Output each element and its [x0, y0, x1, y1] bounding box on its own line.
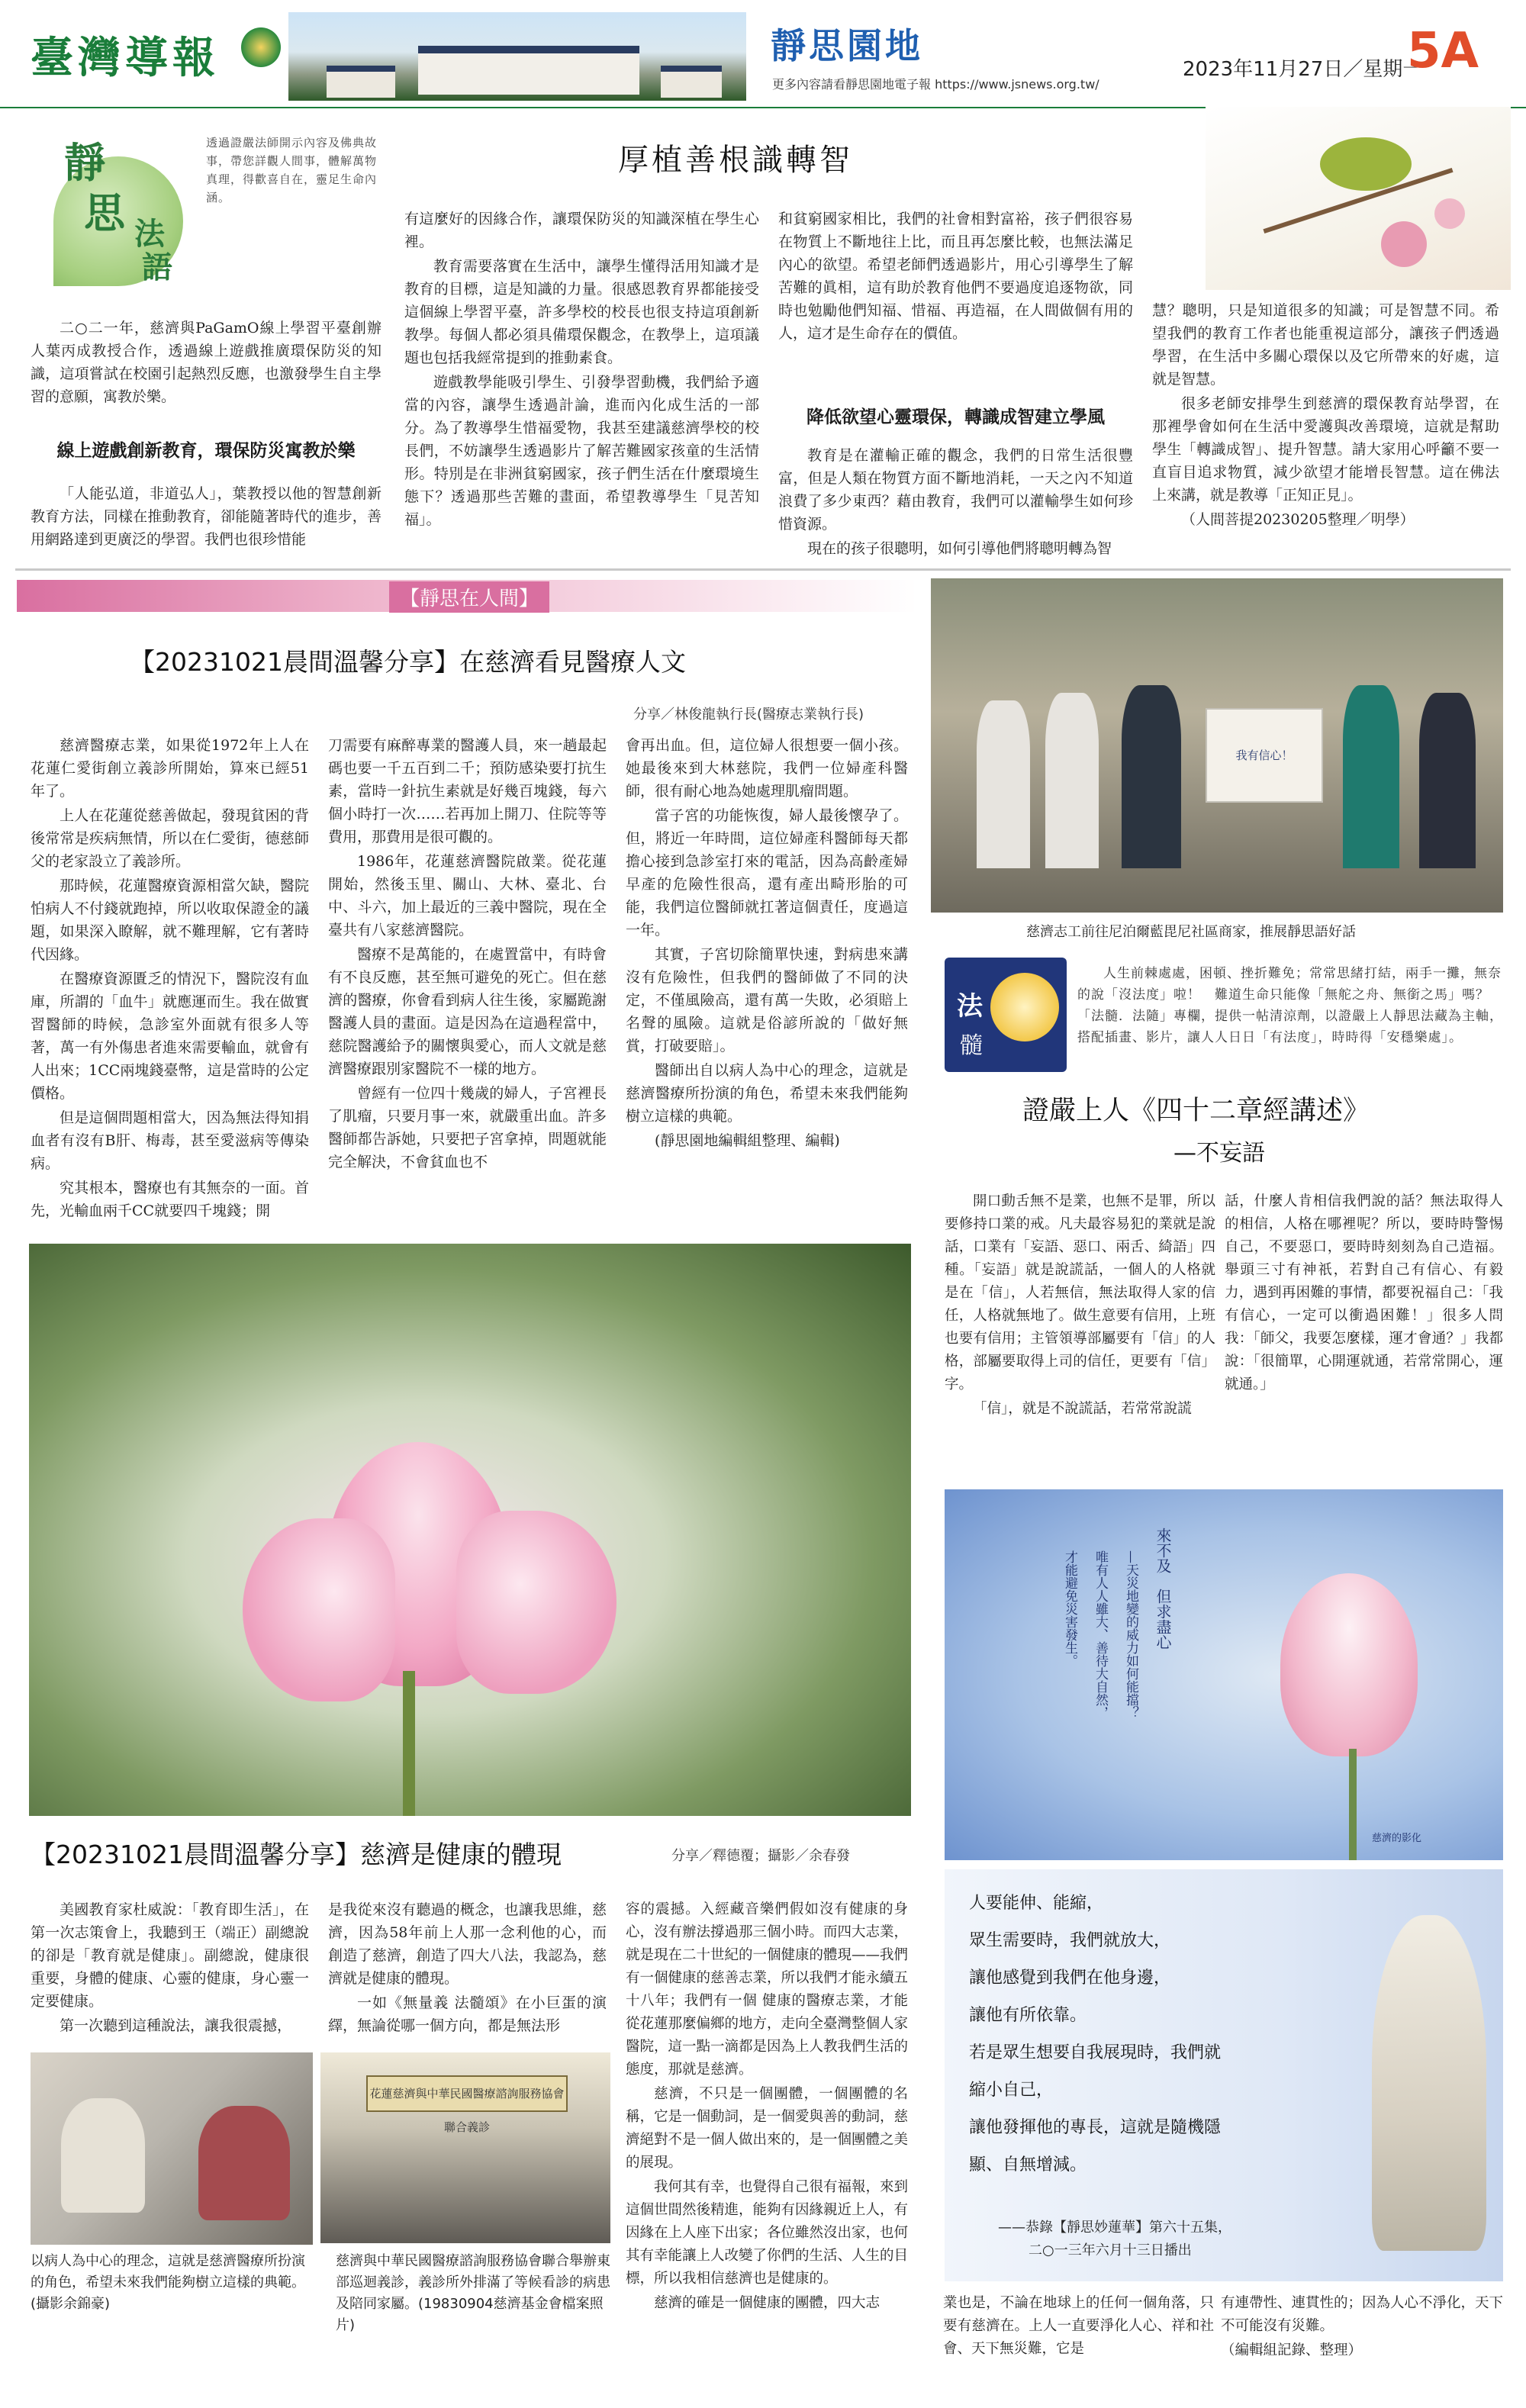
- article1-paragraph: 其實，子宮切除簡單快速，對病患來講沒有危險性，但我們的醫師做了不同的決定，不僅風險高，還有萬一失敗，必須賠上名聲的風險。這就是俗諺所說的「做好無賞，打破要賠」。: [626, 946, 908, 1054]
- fayu-intro: 透過證嚴法師開示內容及佛典故事，帶您詳觀人間事，體解萬物真理，得歡喜自在，靈足生命內涵。: [206, 136, 378, 204]
- quote-line: 縮小自己，: [969, 2081, 1054, 2100]
- article1-col-1: [31, 734, 309, 1224]
- quote-source-2: 二○一三年六月十三日播出: [1029, 2242, 1192, 2258]
- article2-paragraph: 我何其有幸，也覺得自己很有福報，來到這個世間然後精進，能夠有因緣親近上人，有因緣在上人座下出家；各位雖然沒出家，也何其有幸能讓上人改變了你們的生活、人生的目標，所以我相信慈濟也是健康的。: [626, 2179, 909, 2287]
- feature-title: 厚植善根識轉智: [618, 143, 853, 178]
- feature-col-1b: [31, 482, 382, 552]
- article1-paragraph: 慈濟醫療志業，如果從1972年上人在花蓮仁愛街創立義診所開始，算來已經51年了。: [31, 737, 309, 800]
- issue-date: 2023年11月27日／星期一: [1183, 58, 1423, 81]
- article2-col-3: [626, 1898, 908, 2316]
- feature-subhead-2: 降低欲望心靈環保，轉識成智建立學風: [806, 407, 1105, 427]
- quote-line: 顯、自無增減。: [969, 2155, 1087, 2175]
- article1-paragraph: 當子宮的功能恢復，婦人最後懷孕了。但，將近一年時間，這位婦產科醫師每天都擔心接到急診室打來的電話，因為高齡產婦早產的危險性很高，還有產出畸形胎的可能，我們這位醫師就扛著這個責任，度過這一年。: [626, 807, 908, 938]
- article2-paragraph: 慈濟的確是一個健康的團體，四大志: [654, 2295, 881, 2311]
- quote-line: 人要能伸、能縮，: [969, 1894, 1104, 1913]
- feature-paragraph: （人間菩提20230205整理／明學）: [1181, 511, 1415, 528]
- article1-paragraph: 醫療不是萬能的，在處置當中，有時會有不良反應，甚至無可避免的死亡。但在慈濟的醫療，你會看到病人往生後，家屬跪謝醫護人員的畫面。這是因為在這過程當中，慈院醫護給予的關懷與愛心，而人文就是慈濟醫療跟別家醫院不一樣的地方。: [328, 946, 607, 1077]
- fayu-char-2: 思: [84, 188, 125, 237]
- article2-col-5: [1221, 2292, 1503, 2364]
- article1-title: 【20231021晨間溫馨分享】在慈濟看見醫療人文: [130, 647, 686, 677]
- article1-paragraph: 但是這個問題相當大，因為無法得知捐血者有沒有B肝、梅毒，甚至愛滋病等傳染病。: [31, 1109, 309, 1172]
- feature-subhead-1: 線上遊戲創新教育，環保防災寓教於樂: [56, 441, 356, 461]
- article1-paragraph: 1986年，花蓮慈濟醫院啟業。從花蓮開始，然後玉里、關山、大林、臺北、台中、斗六，加上最近的三義中醫院，現在全臺共有八家慈濟醫院。: [328, 853, 607, 938]
- feature-paragraph: 很多老師安排學生到慈濟的環保教育站學習，在那裡學會如何在生活中愛護與改善環境，這就是幫助學生「轉識成智」、提升智慧。請大家用心呼籲不要一直盲目追求物質，減少欲望才能增長智慧。這在佛法上來講，就是教導「正知正見」。: [1152, 395, 1499, 504]
- buddha-statue-image: [1372, 1915, 1486, 2251]
- newspaper-logo: 臺灣導報: [31, 33, 220, 83]
- bird-on-branch-photo: [1206, 107, 1511, 290]
- feature-paragraph: 二○二一年，慈濟與PaGamO線上學習平臺創辦人葉丙成教授合作，透過線上遊戲推廣環保防災的知識，這項嘗試在校園引起熱烈反應，也激發學生自主學習的意願，寓教於樂。: [31, 320, 382, 405]
- article1-paragraph: (靜思園地編輯組整理、編輯): [655, 1132, 840, 1149]
- fayu-char-4: 語: [142, 249, 172, 285]
- sutra-col-2: [1225, 1190, 1503, 1398]
- article1-paragraph: 曾經有一位四十幾歲的婦人，子宮裡長了肌瘤，只要月事一來，就嚴重出血。許多醫師都告訴她，只要把子宮拿掉，問題就能完全解決，不會貧血也不: [328, 1085, 607, 1170]
- quote-line: 讓他感覺到我們在他身邊，: [969, 1969, 1171, 1988]
- feature-paragraph: 教育需要落實在生活中，讓學生懂得活用知識才是教育的目標，這是知識的力量。很感恩教育界都能接受這個線上學習平臺，許多學校的校長也很支持這項創新教學。每個人都必須具備環保觀念，在教學上，這項議題也包括我經常提到的推動素食。: [404, 258, 759, 366]
- quote-source-1: ——恭錄【靜思妙蓮華】第六十五集，: [998, 2220, 1231, 2236]
- article2-paragraph: 有連帶性、連貫性的；因為人心不淨化，天下不可能沒有災難。: [1221, 2295, 1504, 2334]
- article2-paragraph: 業也是，不論在地球上的任何一個角落，只要有慈濟在。上人一直要淨化人心、祥和社會、天下無災難，它是: [943, 2295, 1214, 2357]
- article2-paragraph: 美國教育家杜威說：「教育即生活」，在第一次志策會上，我聽到王（端正）副總說的卻是「教育就是健康」。副總說，健康很重要，身體的健康、心靈的健康，身心靈一定要健康。: [31, 1901, 309, 2010]
- quote-line: 若是眾生想要自我展現時，我們就: [969, 2043, 1222, 2062]
- clinic-queue-photo: [320, 2052, 610, 2243]
- masthead: [0, 0, 1526, 107]
- fayu-char-1: 靜: [64, 138, 105, 187]
- article2-title: 【20231021晨間溫馨分享】慈濟是健康的體現: [31, 1840, 562, 1869]
- feature-col-1: [31, 317, 382, 410]
- volunteers-photo-caption: 慈濟志工前往尼泊爾藍毘尼社區商家，推展靜思語好話: [1026, 924, 1356, 940]
- feature-col-3b: [778, 444, 1133, 562]
- quote-line: 讓他有所依靠。: [969, 2006, 1087, 2025]
- lotus-calligraphy-image: [945, 1489, 1503, 1860]
- article1-col-3: [626, 734, 908, 1154]
- page-number: 5A: [1407, 23, 1479, 79]
- clinic-sign: 花蓮慈濟與中華民國醫療諮詢服務協會聯合義診: [366, 2075, 568, 2112]
- article2-paragraph: 是我從來沒有聽過的概念，也讓我思維，慈濟，因為58年前上人那一念利他的心，而創造了慈濟，創造了四大八法，我認為，慈濟就是健康的體現。: [328, 1901, 607, 1987]
- article1-paragraph: 醫師出自以病人為中心的理念，這就是慈濟醫療所扮演的角色，希望未來我們能夠樹立這樣的典範。: [626, 1062, 908, 1125]
- moon-icon: [990, 973, 1059, 1041]
- volunteers-nepal-photo: [931, 578, 1503, 913]
- feature-col-2: [404, 208, 759, 533]
- pink-lotus-photo: [29, 1244, 911, 1816]
- poster-in-photo: 我有信心！: [1206, 708, 1323, 803]
- fasui-char-2: 髓: [960, 1032, 983, 1059]
- article2-paragraph: 容的震撼。入經藏音樂們假如沒有健康的身心，沒有辦法撐過那三個小時。而四大志業，就是現在二十世紀的一個健康的體現——我們有一個健康的慈善志業，所以我們才能永續五十八年；我們有一個 健康的醫療志業，才能從花蓮那麼偏鄉的地方，走向全臺灣整個人家醫院，這一點一滴都是因為上人教我們生活的態度，那就是慈濟。: [626, 1901, 909, 2078]
- article1-col-2: [328, 734, 607, 1175]
- sutra-subtitle: —不妄語: [1173, 1140, 1265, 1167]
- more-info-line: 更多內容請看靜思園地電子報 https://www.jsnews.org.tw/: [772, 77, 1099, 92]
- sutra-title: 證嚴上人《四十二章經講述》: [1022, 1096, 1370, 1126]
- article2-paragraph: 第一次聽到這種說法，讓我很震撼，: [60, 2017, 292, 2034]
- fasui-char-1: 法: [957, 991, 983, 1022]
- feature-paragraph: 現在的孩子很聰明，如何引導他們將聰明轉為智: [807, 540, 1112, 557]
- feature-paragraph: 有這麼好的因緣合作，讓環保防災的知識深植在學生心裡。: [404, 211, 759, 250]
- article1-paragraph: 究其根本，醫療也有其無奈的一面。首先，光輸血兩千CC就要四千塊錢；開: [31, 1180, 309, 1219]
- section-divider: [15, 568, 1511, 571]
- feature-paragraph: 教育是在灌輸正確的觀念，我們的日常生活很豐富，但是人類在物質方面不斷地消耗，一天之內不知道浪費了多少東西？藉由教育，我們可以灌輸學生如何珍惜資源。: [778, 447, 1133, 533]
- jingsi-fayu-box: [31, 126, 214, 290]
- article1-credit: 分享／林俊龍執行長(醫療志業執行長): [633, 707, 864, 723]
- sutra-col-1: [945, 1190, 1215, 1422]
- calligraphy-line-4: 才能避免災害發生。: [1062, 1550, 1077, 1667]
- fasui-box: [945, 958, 1067, 1072]
- article1-paragraph: 會再出血。但，這位婦人很想要一個小孩。她最後來到大林慈院，我們一位婦產科醫師，很有耐心地為她處理肌瘤問題。: [626, 737, 908, 800]
- article1-paragraph: 那時候，花蓮醫療資源相當欠缺，醫院怕病人不付錢就跑掉，所以收取保證金的議題，如果深入瞭解，就不難理解，它有著時代因緣。: [31, 877, 309, 963]
- photo-caption-right: 慈濟與中華民國醫療諮詢服務協會聯合舉辦東部巡迴義診，義診所外排滿了等候看診的病患及陪同家屬。(19830904慈濟基金會檔案照片): [336, 2253, 610, 2333]
- sutra-paragraph: 話，什麼人肯相信我們說的話？無法取得人的相信，人格在哪裡呢？所以，要時時警惕自己，不要惡口，要時時刻刻為自己造福。舉頭三寸有神祇，若對自己有信心、有毅力，遇到再困難的事情，都要祝福自己：「我有信心，一定可以衝過困難！」很多人問我：「師父，我要怎麼樣，運才會通？」我都說：「很簡單，心開運就通，若常常開心，運就通。」: [1225, 1193, 1503, 1392]
- sutra-paragraph: 開口動舌無不是業，也無不是罪，所以要修持口業的戒。凡夫最容易犯的業就是說話，口業有「妄語、惡口、兩舌、綺語」四種。「妄語」就是說謊話，一個人的人格就是在「信」，人若無信，無法取得人家的信任，人格就無地了。做生意要有信用，上班也要有信用；主管領導部屬要有「信」的人格，部屬要取得上司的信任，更要有「信」字。: [945, 1193, 1215, 1392]
- quote-text: [969, 1885, 1366, 2184]
- feature-paragraph: 遊戲教學能吸引學生、引發學習動機，我們給予適當的內容，讓學生透過計論，進而內化成生活的一部分。為了教導學生惜福愛物，我甚至建議慈濟學校的校長們，不妨讓學生透過影片了解苦難國家孩童的生活情形。特別是在非洲貧窮國家，孩子們生活在什麼環境生態下？透過那些苦難的畫面，希望教導學生「見苦知福」。: [404, 374, 759, 528]
- feature-paragraph: 「人能弘道，非道弘人」，葉教授以他的智慧創新教育方法，同樣在推動教育，卻能隨著時代的進步，善用網路達到更廣泛的學習。我們也很珍惜能: [31, 485, 382, 548]
- photo-caption-left: 以病人為中心的理念，這就是慈濟醫療所扮演的角色，希望未來我們能夠樹立這樣的典範。(攝影余錦豪): [31, 2253, 305, 2312]
- feature-col-3: [778, 208, 1133, 346]
- doctor-with-patient-photo: [31, 2052, 313, 2245]
- calligraphy-line-3: 唯有人人雖大、善待大自然，: [1093, 1550, 1108, 1719]
- jingsi-renjian-banner: 【靜思在人間】: [389, 581, 549, 613]
- tzu-chi-emblem-icon: [241, 27, 281, 67]
- feature-paragraph: 和貧窮國家相比，我們的社會相對富裕，孩子們很容易在物質上不斷地往上比，而且再怎麼比較，也無法滿足內心的欲望。希望老師們透過影片，用心引導學生了解苦難的眞相，這有助於教育他們不要過度追逐物欲，同時也勉勵他們知福、惜福、再造福，在人間做個有用的人，這才是生命存在的價值。: [778, 211, 1133, 342]
- sutra-paragraph: 「信」，就是不說謊話，若常常說謊: [973, 1401, 1192, 1417]
- article1-paragraph: 在醫療資源匱乏的情況下，醫院沒有血庫，所謂的「血牛」就應運而生。我在做實習醫師的時候，急診室外面就有很多人等著，萬一有外傷患者進來需要輸血，就會有人出來；1CC兩塊錢臺幣，這是當時的公定價格。: [31, 971, 309, 1102]
- article1-paragraph: 上人在花蓮從慈善做起，發現貧困的背後常常是疾病無情，所以在仁愛街，德慈師父的老家設立了義診所。: [31, 807, 309, 870]
- quote-box: [945, 1869, 1503, 2281]
- article2-col-1: [31, 1898, 309, 2039]
- feature-paragraph: 慧？聰明，只是知道很多的知識；可是智慧不同。希望我們的教育工作者也能重視這部分，讓孩子們透過學習，在生活中多關心環保以及它所帶來的好處，這就是智慧。: [1152, 302, 1499, 388]
- article2-col-2: [328, 1898, 607, 2039]
- calligraphy-author: 慈濟的影化: [1372, 1833, 1422, 1844]
- feature-col-4: [1152, 299, 1499, 533]
- calligraphy-line-1: 來不及 但求盡心: [1154, 1528, 1172, 1650]
- article2-col-4: [943, 2292, 1214, 2362]
- article2-paragraph: 一如《無量義 法髓頌》在小巨蛋的演繹，無論從哪一個方向，都是無法形: [328, 1994, 607, 2034]
- header-building-photo: [288, 12, 746, 101]
- section-title: 靜思園地: [771, 25, 923, 66]
- article2-credit: 分享／釋德覆；攝影／余春發: [671, 1848, 850, 1864]
- quote-line: 讓他發揮他的專長，這就是隨機隱: [969, 2118, 1222, 2137]
- fasui-intro: 人生前棘處處，困頓、挫折難免；常常思緒打結，兩手一攤，無奈的說「沒法度」啦！ 難道生命只能像「無舵之舟、無銜之馬」嗎？「法髓．法隨」專欄，提供一帖清涼劑，以證嚴上人靜思法藏為主軸，搭配插畫、影片，讓人人日日「有法度」，時時得「安穩樂處」。: [1077, 966, 1503, 1045]
- calligraphy-line-2: —天災地變的威力如何能擋？: [1123, 1550, 1138, 1719]
- quote-line: 眾生需要時，我們就放大，: [969, 1931, 1171, 1950]
- article2-paragraph: 慈濟，不只是一個團體，一個團體的名稱，它是一個動詞，是一個愛與善的動詞，慈濟絕對不是一個人做出來的，是一個團體之美的展現。: [626, 2086, 909, 2171]
- article2-paragraph: （編輯組記錄、整理）: [1221, 2342, 1363, 2358]
- fayu-char-3: 法: [134, 216, 165, 252]
- article1-paragraph: 刀需要有麻醉專業的醫護人員，來一趟最起碼也要一千五百到二千；預防感染要打抗生素，當時一針抗生素就是好幾百塊錢，每六個小時打一次……若再加上開刀、住院等等費用，那費用是很可觀的。: [328, 737, 607, 845]
